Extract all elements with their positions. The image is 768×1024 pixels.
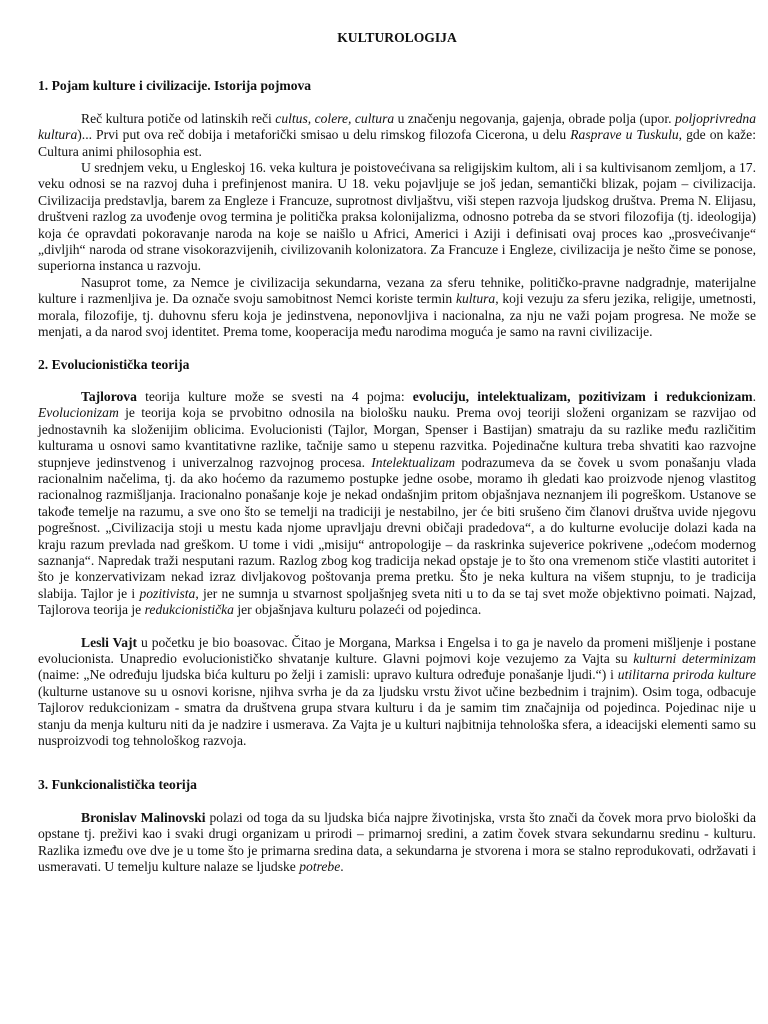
bold-term: Tajlorova xyxy=(81,388,137,404)
paragraph xyxy=(38,160,756,275)
text-run: Reč kultura potiče od latinskih reči xyxy=(81,110,276,126)
italic-term: kultura xyxy=(455,291,496,307)
italic-term: poljoprivredna kultura xyxy=(38,110,756,143)
italic-term: redukcionistička xyxy=(144,602,234,618)
section-heading: 1. Pojam kulture i civilizacije. Istorija pojmova xyxy=(38,78,312,94)
document-page xyxy=(38,30,756,875)
text-run: . xyxy=(340,859,344,875)
text-run: (kulturne ustanove su u osnovi korisne, njihva svrha je da za ljudsku vrstu život učine bezbednim i trajnim). Osim toga, odbacuje Tajlorov redukcionizam - smatra da društvena grupa stvara kulturu i da je samim tim značajnija od pojedinca. Pojedinac nije u stanju da menja kulturu niti da je nadzire i usmerava. Za Vajta je u kulturi najbitnija tehnološka sfera, a ideacijski elementi samo su nusproizvodi tog tehnološkog razvoja. xyxy=(38,683,756,749)
text-run: U srednjem veku, u Engleskoj 16. veka kultura je poistovećivana sa religijskim kultom, ali i sa kultivisanom zemljom, a 17. veku odnosi se na razvoj duha i prefinjenost manira. U 18. veku pojavljuje se još jedan, semantički blizak, pojam – civilizacija. Civilizacija predstavlja, barem za Engleze i Francuze, suprotnost divljaštvu, viši stepen razvoja ljudskog društva. Prema N. Elijasu, društveni razlog za uvođenje ovog termina je politička praksa kolonijalizma, odnosno potreba da se stvori filozofija (tj. ideologija) koja će opravdati pokoravanje naroda na koje se naišlo u Africi, Americi i Aziji i definisati ovaj proces kao „prosvećivanje“ „divljih“ naroda od strane visokorazvijenih, civilizovanih kolonizatora. Za Francuze i Engleze, civilizacija je nešto čime se ponose, superiorna instanca u razvoju. xyxy=(38,160,756,274)
italic-term: cultus, colere, cultura xyxy=(275,110,395,126)
section-heading: 2. Evolucionistička teorija xyxy=(38,356,190,372)
section-funkcionalisticka-teorija xyxy=(38,777,756,875)
text-run: , koji vezuju za sferu jezika, religije, umetnosti, morala, filozofije, tj. duhovnu sferu koja je jedinstvena, neponovljiva i nacionalna, za nju ne važi pojam progresa. Ne može se menjati, a da narod svoj identitet. Prema tome, kooperacija među narodima moguća je samo na ravni civilizacije. xyxy=(38,291,756,340)
italic-term: Evolucionizam xyxy=(38,405,119,421)
bold-term: evoluciju, intelektualizam, pozitivizam i redukcionizam xyxy=(412,388,753,404)
text-run: . xyxy=(752,388,756,404)
text-run: (naime: „Ne određuju ljudska bića kulturu po želji i zamisli: upravo kultura određuje ponašanje ljudi.“) i xyxy=(38,667,618,683)
text-run: podrazumeva da se čovek u svom ponašanju vlada racionalnim načelima, tj. da ako hoćemo da razumemo postupke jedne osobe, moramo ih gledati kao proizvode njenog vlastitog racionalnog razmišljanja. Iracionalno ponašanje koje je nekad ondašnjim pritom objašnjava neznanjem ili pogreškom. Ustanove se takođe temelje na razumu, a sve ono što se temelji na tradiciji je nestabilno, jer će biti srušeno čim članovi društva uvide njegovu pogrešnost. „Civilizacija stoji u mestu kada njome upravljaju drevni običaji pradedova“, a do kulturne evolucije dolazi kada na kraju razum prevlada nad greškom. U tome i vidi „misiju“ antropologije – da raskrinka sujeverice pokrivene „odećom modernog saznanja“. Napredak traži nesputani razum. Razlog zbog kog tradicija nekad opstaje je to što ona vremenom stiče vlastiti autoritet i što je konzervativizam nekad izraz divljakovog poštovanja prema pretku. Što je neka kultura na višem stupnju, to je tradicija slabija. Tajlor je i xyxy=(38,454,756,601)
italic-term: Intelektualizam xyxy=(371,454,456,470)
italic-term: utilitarna priroda kulture xyxy=(617,667,756,683)
paragraph xyxy=(38,111,756,160)
text-run: , jer ne sumnja u stvarnost spoljašnjeg sveta niti u to da se taj svet može objektivno poimati. Najzad, Tajlorova teorija je xyxy=(38,585,756,618)
text-run: , gde on kaže: Cultura animi philosophia est. xyxy=(38,127,756,159)
text-run: u početku je bio boasovac. Čitao je Morgana, Marksa i Engelsa i to ga je navelo da promeni mišljenje i postane evolucionista. Unapredio evolucionističko shvatanje kulture. Glavni pojmovi koje vezujemo za Vajta su xyxy=(38,634,756,666)
paragraph xyxy=(38,275,756,341)
bold-term: Bronislav Malinovski xyxy=(81,809,206,825)
paragraph xyxy=(38,635,756,750)
italic-term: potrebe xyxy=(299,859,341,875)
paragraph xyxy=(38,810,756,876)
paragraph xyxy=(38,389,756,619)
text-run: je teorija koja se prvobitno odnosila na biološku nauku. Prema ovoj teoriji složeni organizam se razvijao od jednostavnih ka složenijim oblicima. Evolucionisti (Tajlor, Morgan, Spenser i Bastijan) smatraju da su razlike među različitim kulturama u osnovi samo kvantitativne razlike, tačnije samo u stepenu razvitka. Pojedinačne kultura treba shvatiti kao razvojne stupnjeve jedinstvenog i univerzalnog razvojnog procesa. xyxy=(38,405,756,470)
bold-term: Lesli Vajt xyxy=(81,634,138,650)
text-run: )... Prvi put ova reč dobija i metaforički smisao u delu rimskog filozofa Cicerona, u delu xyxy=(77,127,571,143)
section-heading: 3. Funkcionalistička teorija xyxy=(38,777,197,793)
section-pojam-kulture xyxy=(38,78,756,340)
text-run: jer objašnjava kulturu polazeći od pojedinca. xyxy=(233,602,482,618)
text-run: Nasuprot tome, za Nemce je civilizacija sekundarna, vezana za sferu tehnike, političko-pravne nadgradnje, materijalne kulture i razmenljiva je. Da označe svoju samobitnost Nemci koriste termin xyxy=(38,274,756,307)
text-run: teorija kulture može se svesti na 4 pojma: xyxy=(136,388,413,404)
section-evolucionisticka-teorija xyxy=(38,357,756,750)
text-run: polazi od toga da su ljudska bića najpre životinjska, vrsta što znači da čovek mora prvo biološki da opstane tj. preživi kao i svaki drugi organizam u prirodi – primarnoj sredini, a zatim čovek stvara sekundarnu sredinu - kulturu. Razlika između ove dve je u tome što je primarna sredina data, a sekundarna je stvorena i mora se stalno reprodukovati, održavati i usmeravati. U temelju kulture nalaze se ljudske xyxy=(38,809,756,875)
text-run: u značenju negovanja, gajenja, obrade polja (upor. xyxy=(394,110,675,126)
italic-term: kulturni determinizam xyxy=(633,651,756,666)
italic-term: Rasprave u Tuskulu xyxy=(570,127,679,143)
italic-term: pozitivista xyxy=(139,585,196,601)
document-title: KULTUROLOGIJA xyxy=(337,30,457,45)
